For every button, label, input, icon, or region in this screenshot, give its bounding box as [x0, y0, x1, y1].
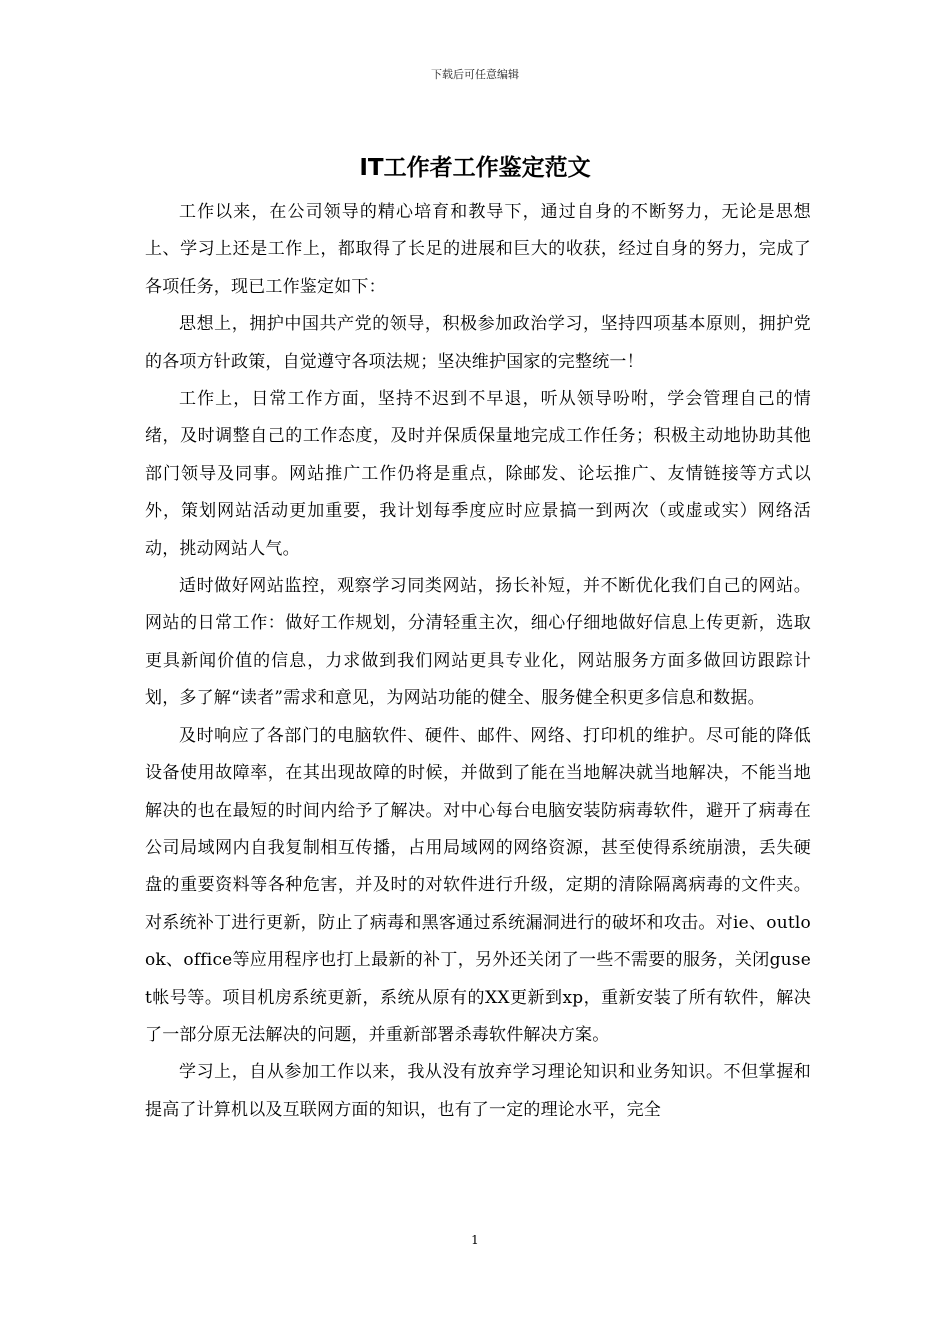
- page-header-note: 下载后可任意编辑: [431, 68, 519, 81]
- document-body: [145, 194, 811, 1129]
- page-number: 1: [471, 1233, 479, 1247]
- document-title: IT工作者工作鉴定范文: [359, 155, 591, 181]
- paragraph-website-monitoring: 适时做好网站监控，观察学习同类网站，扬长补短，并不断优化我们自己的网站。网站的日常工作：做好工作规划，分清轻重主次，细心仔细地做好信息上传更新，选取更具新闻价值的信息，力求做到我们网站更具专业化，网站服务方面多做回访跟踪计划，多了解“读者”需求和意见，为网站功能的健全、服务健全积更多信息和数据。: [145, 576, 811, 709]
- paragraph-it-maintenance: 及时响应了各部门的电脑软件、硬件、邮件、网络、打印机的维护。尽可能的降低设备使用故障率，在其出现故障的时候，并做到了能在当地解决就当地解决，不能当地解决的也在最短的时间内给予了解决。对中心每台电脑安装防病毒软件，避开了病毒在公司局域网内自我复制相互传播，占用局域网的网络资源，甚至使得系统崩溃，丢失硬盘的重要资料等各种危害，并及时的对软件进行升级，定期的清除隔离病毒的文件夹。对系统补丁进行更新，防止了病毒和黑客通过系统漏洞进行的破坏和攻击。对ie、outlook、office等应用程序也打上最新的补丁，另外还关闭了一些不需要的服务，关闭guset帐号等。项目机房系统更新，系统从原有的XX更新到xp，重新安装了所有软件，解决了一部分原无法解决的问题，并重新部署杀毒软件解决方案。: [145, 725, 811, 1045]
- paragraph-study: 学习上，自从参加工作以来，我从没有放弃学习理论知识和业务知识。不但掌握和提高了计算机以及互联网方面的知识，也有了一定的理论水平，完全: [145, 1062, 811, 1120]
- paragraph-ideology: 思想上，拥护中国共产党的领导，积极参加政治学习，坚持四项基本原则，拥护党的各项方针政策，自觉遵守各项法规；坚决维护国家的完整统一！: [145, 314, 811, 372]
- paragraph-work: 工作上，日常工作方面，坚持不迟到不早退，听从领导吩咐，学会管理自己的情绪，及时调整自己的工作态度，及时并保质保量地完成工作任务；积极主动地协助其他部门领导及同事。网站推广工作仍将是重点，除邮发、论坛推广、友情链接等方式以外，策划网站活动更加重要，我计划每季度应时应景搞一到两次（或虚或实）网络活动，挑动网站人气。: [145, 389, 811, 559]
- paragraph-intro: 工作以来，在公司领导的精心培育和教导下，通过自身的不断努力，无论是思想上、学习上还是工作上，都取得了长足的进展和巨大的收获，经过自身的努力，完成了各项任务，现已工作鉴定如下：: [145, 202, 811, 297]
